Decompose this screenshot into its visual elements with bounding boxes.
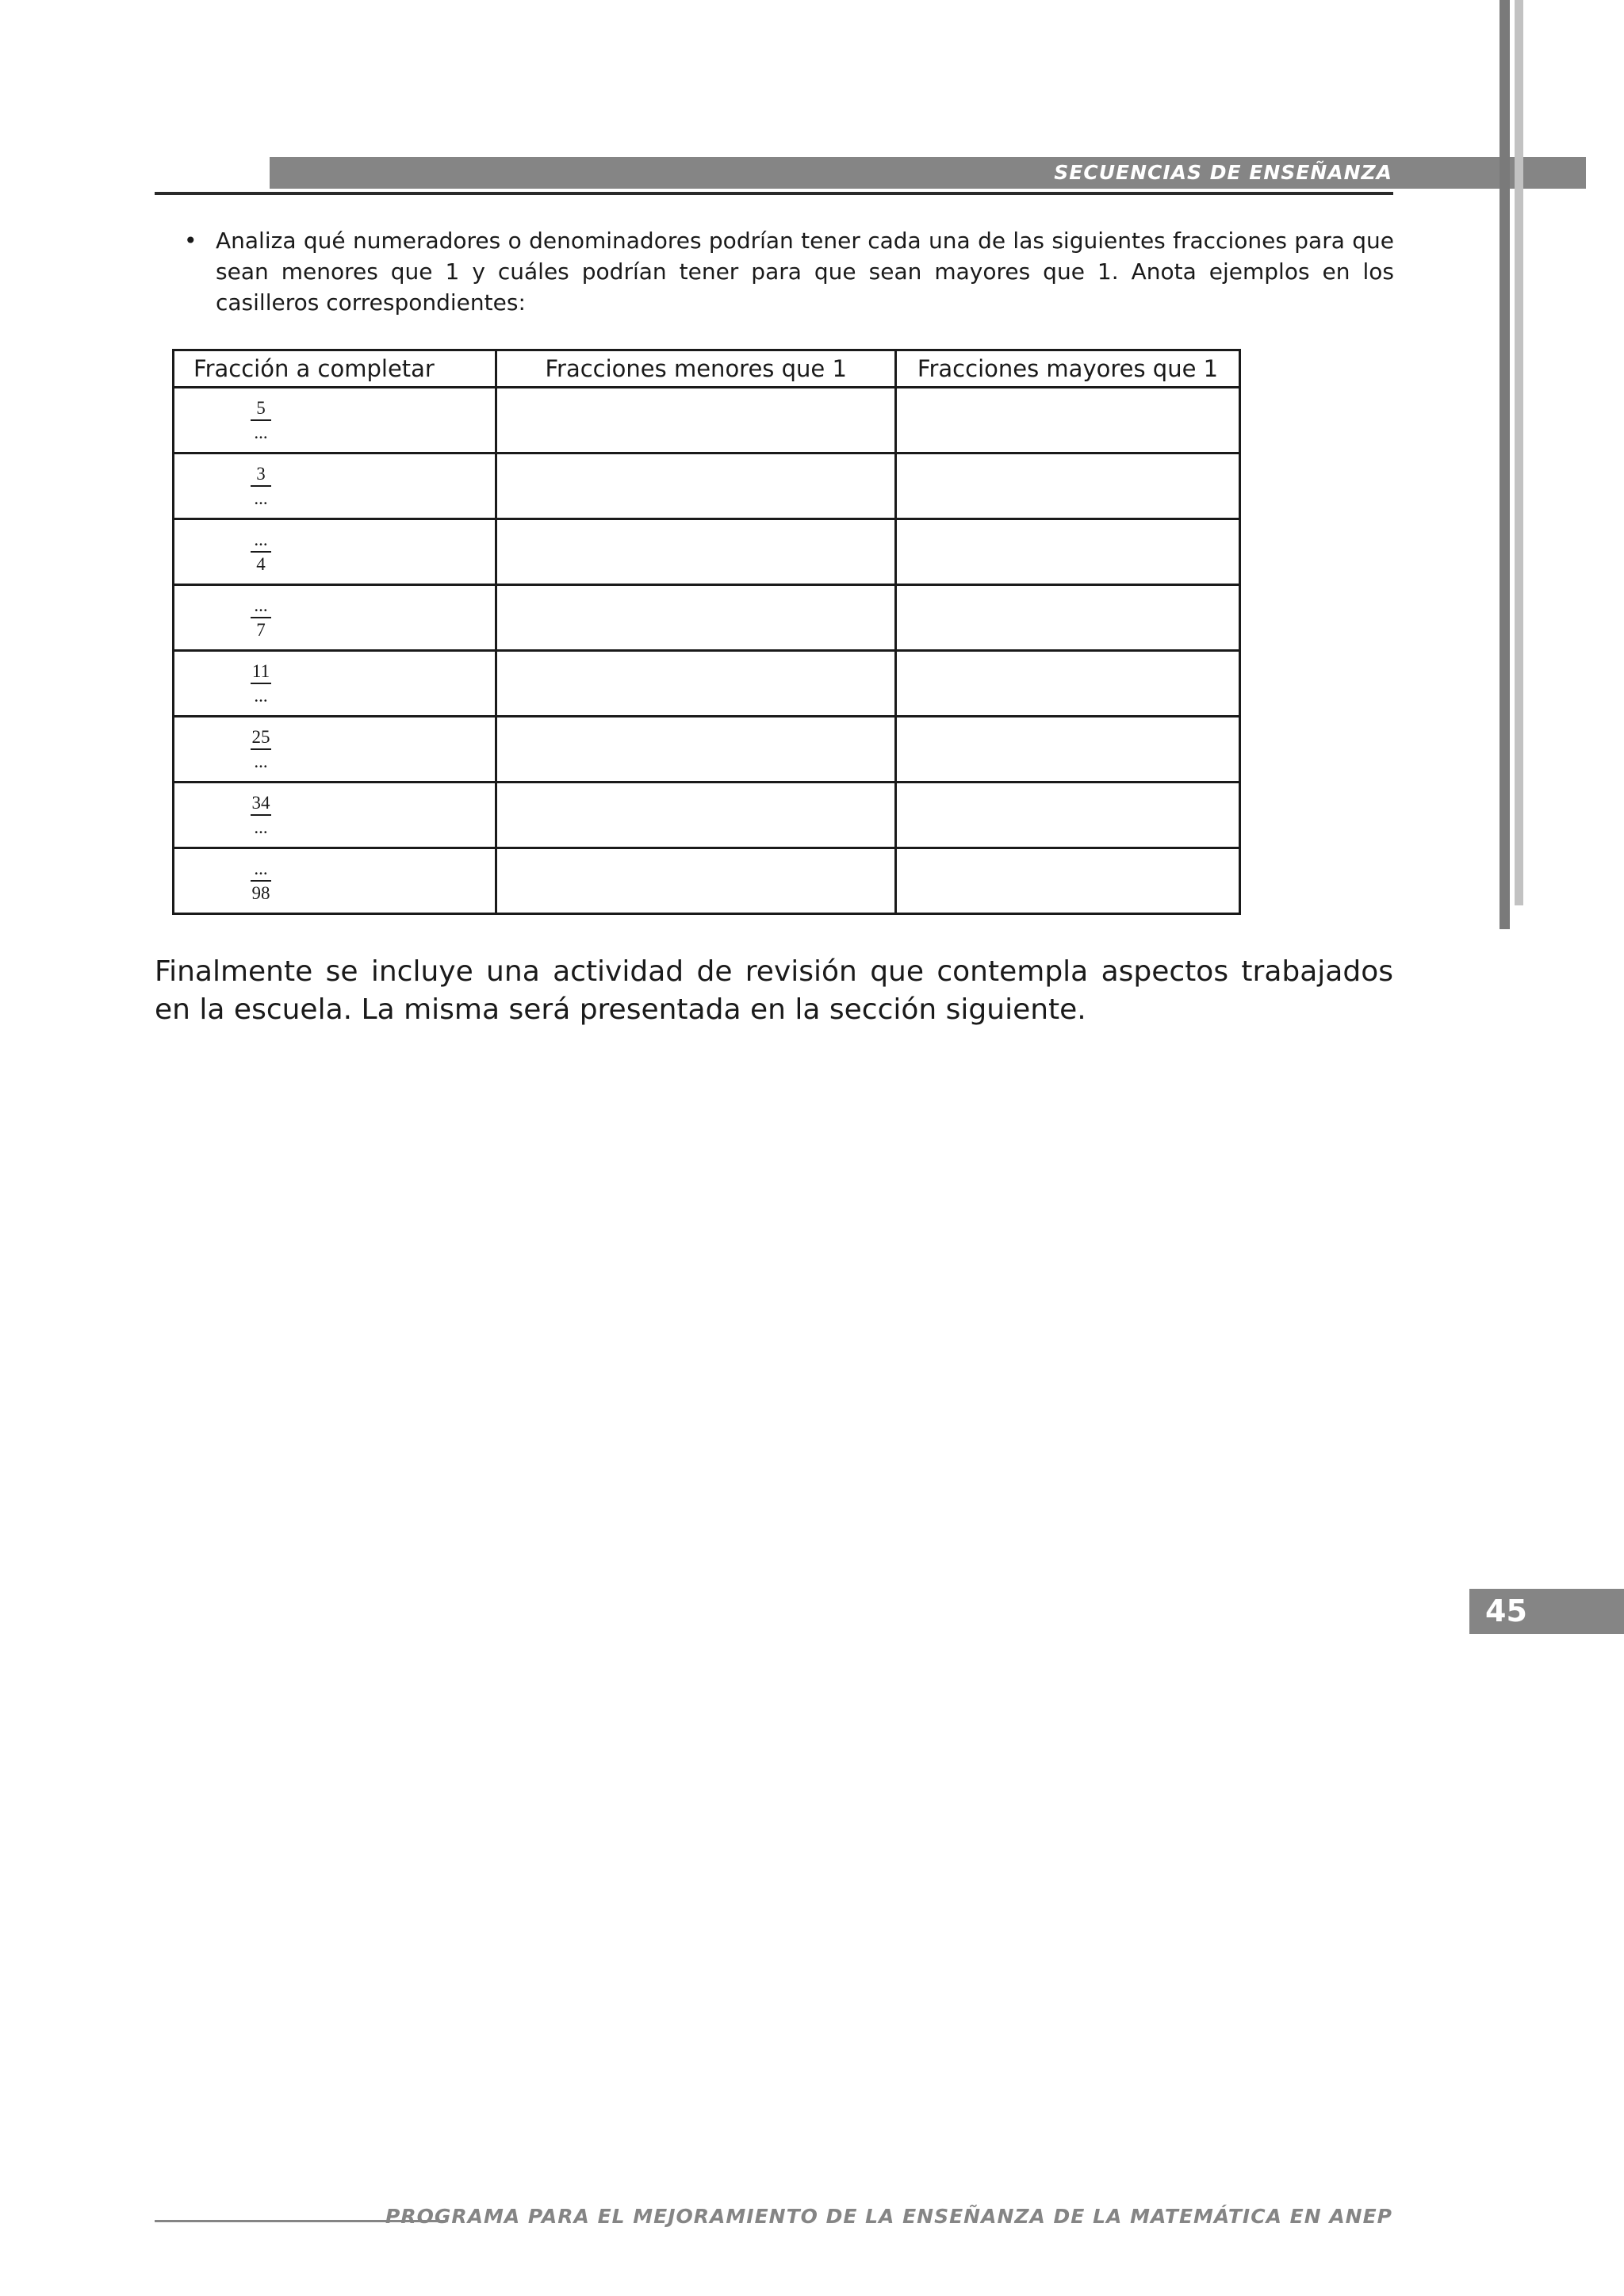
less-than-one-cell[interactable] (496, 848, 896, 914)
less-than-one-cell[interactable] (496, 783, 896, 848)
fraction-numerator: 11 (251, 661, 270, 681)
section-title: SECUENCIAS DE ENSEÑANZA (1054, 161, 1392, 184)
greater-than-one-cell[interactable] (896, 848, 1240, 914)
less-than-one-cell[interactable] (496, 717, 896, 783)
fraction-numerator: ... (254, 595, 268, 615)
fraction-denominator: 7 (256, 620, 266, 640)
fraction (251, 793, 271, 837)
table-row (174, 848, 1240, 914)
table-row (174, 783, 1240, 848)
fraction (251, 859, 271, 903)
fraction-cell (174, 453, 496, 519)
fraction-numerator: ... (254, 859, 268, 878)
greater-than-one-cell[interactable] (896, 651, 1240, 717)
fraction-bar (251, 748, 271, 750)
margin-bar-dark (1500, 0, 1510, 929)
fraction-bar (251, 419, 271, 421)
fraction-denominator: ... (254, 488, 268, 508)
fraction-denominator: 4 (256, 554, 266, 574)
fractions-table (172, 349, 1241, 915)
fraction-bar (251, 551, 271, 553)
fraction-denominator: ... (254, 817, 268, 837)
less-than-one-cell[interactable] (496, 388, 896, 453)
fraction-numerator: 25 (251, 727, 270, 747)
fraction-bar (251, 683, 271, 684)
fraction-numerator: 3 (256, 464, 266, 484)
table-row (174, 388, 1240, 453)
page-number: 45 (1485, 1594, 1527, 1628)
greater-than-one-cell[interactable] (896, 585, 1240, 651)
less-than-one-cell[interactable] (496, 453, 896, 519)
fraction-cell (174, 585, 496, 651)
fraction-cell (174, 519, 496, 585)
fraction-cell (174, 848, 496, 914)
fraction-cell (174, 651, 496, 717)
fraction-bar (251, 485, 271, 487)
greater-than-one-cell[interactable] (896, 388, 1240, 453)
table-header-row (174, 350, 1240, 388)
table-row (174, 453, 1240, 519)
fraction-denominator: ... (254, 752, 268, 771)
fraction-denominator: ... (254, 423, 268, 442)
table-row (174, 717, 1240, 783)
greater-than-one-cell[interactable] (896, 783, 1240, 848)
bullet-icon: • (184, 228, 197, 254)
fraction-numerator: ... (254, 530, 268, 549)
fraction-denominator: ... (254, 686, 268, 706)
table-row (174, 585, 1240, 651)
table-row (174, 651, 1240, 717)
instruction-text: Analiza qué numeradores o denominadores podrían tener cada una de las siguientes fracciones para que sean menores que 1 y cuáles podrían tener para que sean mayores que 1. Anota ejemplos en los casilleros correspondientes: (216, 228, 1394, 316)
header-rule (155, 192, 1393, 195)
fraction-numerator: 5 (256, 398, 266, 418)
less-than-one-cell[interactable] (496, 585, 896, 651)
fraction (251, 661, 271, 706)
fraction-cell (174, 388, 496, 453)
greater-than-one-cell[interactable] (896, 453, 1240, 519)
fraction (251, 530, 271, 574)
fraction-bar (251, 814, 271, 816)
fraction-denominator: 98 (251, 883, 270, 903)
fraction (251, 464, 271, 508)
footer-text: PROGRAMA PARA EL MEJORAMIENTO DE LA ENSEÑANZA DE LA MATEMÁTICA EN ANEP (385, 2205, 1392, 2228)
margin-bar-light (1515, 0, 1523, 905)
instruction-block (184, 225, 1394, 318)
fraction-cell (174, 783, 496, 848)
greater-than-one-cell[interactable] (896, 717, 1240, 783)
less-than-one-cell[interactable] (496, 519, 896, 585)
fraction (251, 398, 271, 442)
fraction-cell (174, 717, 496, 783)
header-fraction: Fracción a completar (174, 350, 496, 388)
table-row (174, 519, 1240, 585)
fraction-bar (251, 617, 271, 618)
fraction (251, 595, 271, 640)
less-than-one-cell[interactable] (496, 651, 896, 717)
closing-paragraph: Finalmente se incluye una actividad de revisión que contempla aspectos trabajados en la escuela. La misma será presentada en la sección siguiente. (155, 955, 1393, 1026)
greater-than-one-cell[interactable] (896, 519, 1240, 585)
header-less-than-one: Fracciones menores que 1 (496, 350, 896, 388)
fraction-numerator: 34 (251, 793, 270, 813)
header-greater-than-one: Fracciones mayores que 1 (896, 350, 1240, 388)
fraction (251, 727, 271, 771)
fraction-bar (251, 880, 271, 882)
